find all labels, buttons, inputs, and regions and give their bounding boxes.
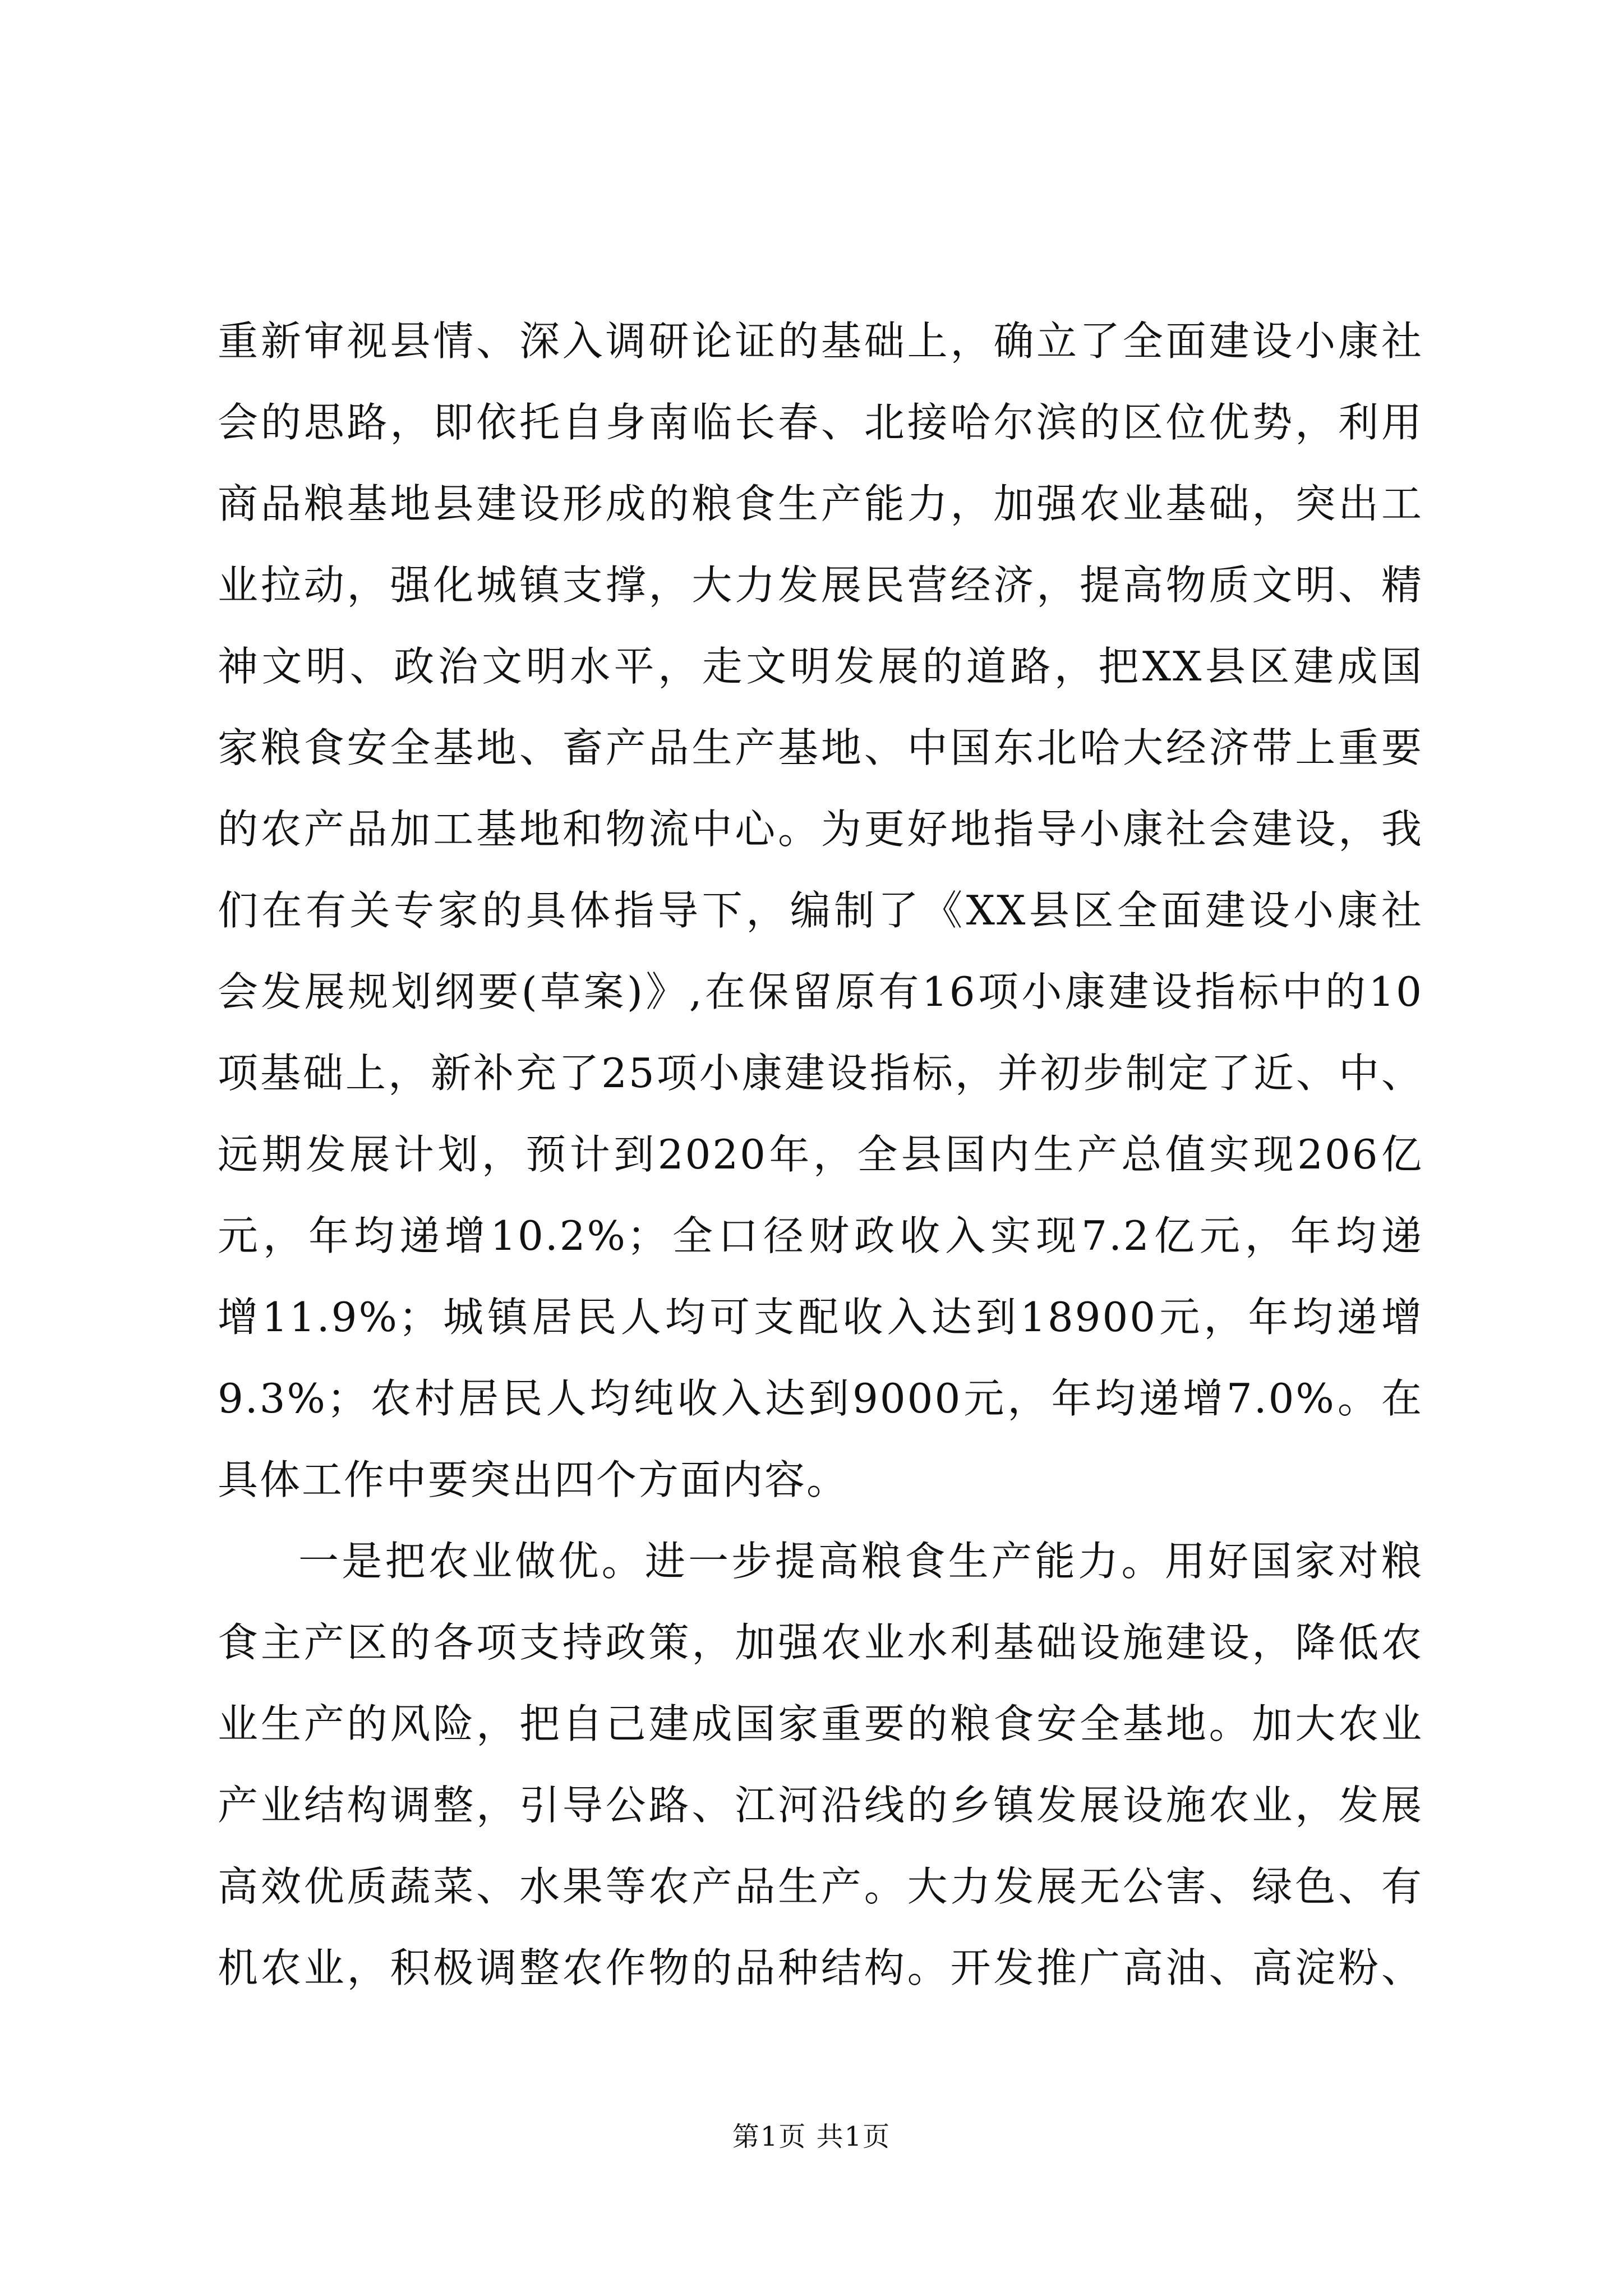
text-line: 食主产区的各项支持政策，加强农业水利基础设施建设，降低农 xyxy=(218,1619,1423,1666)
body-text xyxy=(218,301,1423,2009)
text-line: 高效优质蔬菜、水果等农产品生产。大力发展无公害、绿色、有 xyxy=(218,1863,1423,1910)
text-line: 重新审视县情、深入调研论证的基础上，确立了全面建设小康社 xyxy=(218,318,1423,365)
text-line: 神文明、政治文明水平，走文明发展的道路，把XX县区建成国 xyxy=(218,643,1423,690)
text-line: 具体工作中要突出四个方面内容。 xyxy=(218,1456,849,1503)
text-line: 会发展规划纲要(草案)》,在保留原有16项小康建设指标中的10 xyxy=(218,968,1423,1015)
text-line: 一是把农业做优。进一步提高粮食生产能力。用好国家对粮 xyxy=(298,1538,1423,1585)
text-line: 的农产品加工基地和物流中心。为更好地指导小康社会建设，我 xyxy=(218,806,1423,853)
text-line: 们在有关专家的具体指导下，编制了《XX县区全面建设小康社 xyxy=(218,887,1423,934)
text-line: 机农业，积极调整农作物的品种结构。开发推广高油、高淀粉、 xyxy=(218,1944,1423,1991)
text-line: 业生产的风险，把自己建成国家重要的粮食安全基地。加大农业 xyxy=(218,1700,1423,1747)
text-line: 远期发展计划，预计到2020年，全县国内生产总值实现206亿 xyxy=(218,1131,1423,1178)
text-line: 增11.9%；城镇居民人均可支配收入达到18900元，年均递增 xyxy=(218,1294,1423,1341)
text-line: 项基础上，新补充了25项小康建设指标，并初步制定了近、中、 xyxy=(218,1050,1423,1097)
text-line: 家粮食安全基地、畜产品生产基地、中国东北哈大经济带上重要 xyxy=(218,724,1423,771)
text-line: 业拉动，强化城镇支撑，大力发展民营经济，提高物质文明、精 xyxy=(218,562,1423,609)
text-line: 元，年均递增10.2%；全口径财政收入实现7.2亿元，年均递 xyxy=(218,1212,1423,1259)
text-line: 商品粮基地县建设形成的粮食生产能力，加强农业基础，突出工 xyxy=(218,480,1423,527)
page-footer: 第1页 共1页 xyxy=(732,2121,891,2152)
text-line: 9.3%；农村居民人均纯收入达到9000元，年均递增7.0%。在 xyxy=(218,1375,1423,1422)
text-line: 产业结构调整，引导公路、江河沿线的乡镇发展设施农业，发展 xyxy=(218,1782,1423,1829)
text-line: 会的思路，即依托自身南临长春、北接哈尔滨的区位优势，利用 xyxy=(218,399,1423,446)
